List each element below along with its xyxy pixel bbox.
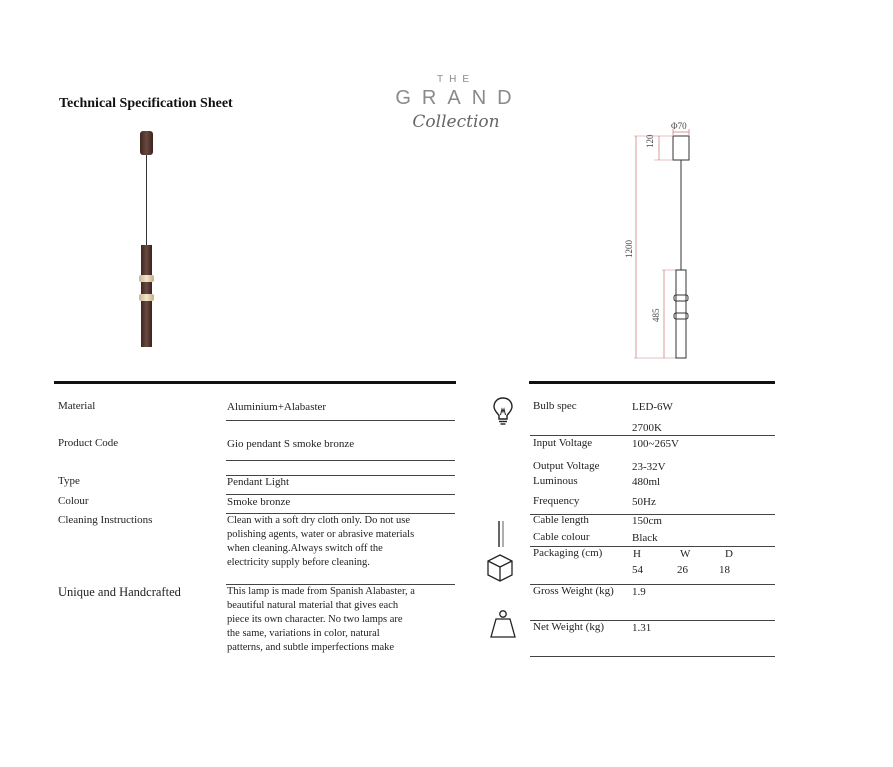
gross-weight-label: Gross Weight (kg) bbox=[533, 585, 614, 597]
product-body-top bbox=[141, 245, 152, 275]
dim-body-height: 485 bbox=[651, 308, 661, 322]
cable-colour-value: Black bbox=[632, 532, 658, 544]
input-voltage-label: Input Voltage bbox=[533, 437, 593, 449]
cleaning-line: when cleaning.Always switch off the bbox=[227, 543, 383, 554]
gross-weight-value: 1.9 bbox=[632, 586, 646, 598]
unique-text bbox=[227, 585, 457, 655]
unique-label: Unique and Handcrafted bbox=[58, 585, 181, 599]
type-label: Type bbox=[58, 475, 80, 487]
packaging-w-value: 26 bbox=[677, 564, 688, 576]
net-weight-value: 1.31 bbox=[632, 622, 652, 634]
product-body-bottom bbox=[141, 301, 152, 347]
packaging-d-value: 18 bbox=[719, 564, 730, 576]
unique-line: piece its own character. No two lamps are bbox=[227, 614, 403, 625]
bulb-value: LED-6W bbox=[632, 401, 673, 413]
material-label: Material bbox=[58, 400, 96, 412]
packaging-w-label: W bbox=[680, 548, 691, 560]
net-weight-label: Net Weight (kg) bbox=[533, 621, 605, 633]
cable-icon bbox=[495, 519, 507, 549]
product-canopy bbox=[140, 131, 153, 155]
cleaning-label: Cleaning Instructions bbox=[58, 514, 153, 526]
type-value: Pendant Light bbox=[227, 476, 290, 488]
cleaning-line: Clean with a soft dry cloth only. Do not use bbox=[227, 515, 411, 526]
packaging-label: Packaging (cm) bbox=[533, 547, 603, 559]
right-table-top-rule bbox=[529, 381, 775, 384]
weight-icon bbox=[488, 608, 518, 640]
packaging-h-label: H bbox=[633, 548, 641, 560]
dim-diameter: Φ70 bbox=[671, 121, 687, 131]
product-code-value: Gio pendant S smoke bronze bbox=[227, 438, 355, 450]
page-title: Technical Specification Sheet bbox=[59, 96, 233, 111]
unique-line: This lamp is made from Spanish Alabaster, a bbox=[227, 586, 415, 597]
product-body-mid bbox=[141, 282, 152, 295]
unique-line: patterns, and subtle imperfections make bbox=[227, 642, 395, 653]
bulb-label: Bulb spec bbox=[533, 400, 577, 412]
row-divider bbox=[226, 420, 455, 421]
input-voltage-value: 100~265V bbox=[632, 438, 679, 450]
luminous-value: 480ml bbox=[632, 476, 661, 488]
box-icon bbox=[485, 552, 515, 584]
cleaning-text bbox=[227, 514, 457, 570]
product-code-label: Product Code bbox=[58, 437, 119, 449]
brand-grand: GRAND bbox=[395, 87, 523, 109]
bulb-icon bbox=[492, 396, 514, 428]
output-voltage-value: 23-32V bbox=[632, 461, 666, 473]
colour-label: Colour bbox=[58, 495, 89, 507]
unique-line: the same, variations in color, natural bbox=[227, 628, 380, 639]
dim-canopy-height: 120 bbox=[645, 134, 655, 148]
cleaning-line: polishing agents, water or abrasive materials bbox=[227, 529, 415, 540]
frequency-value: 50Hz bbox=[632, 496, 656, 508]
packaging-d-label: D bbox=[725, 548, 733, 560]
cable-length-label: Cable length bbox=[533, 514, 589, 526]
dim-total-height: 1200 bbox=[624, 240, 634, 258]
cable-length-value: 150cm bbox=[632, 515, 662, 527]
row-divider bbox=[530, 435, 775, 436]
product-image bbox=[120, 128, 180, 350]
frequency-label: Frequency bbox=[533, 495, 580, 507]
colour-value: Smoke bronze bbox=[227, 496, 291, 508]
product-alabaster-ring-1 bbox=[139, 275, 154, 282]
material-value: Aluminium+Alabaster bbox=[227, 401, 327, 413]
row-divider bbox=[226, 460, 455, 461]
row-divider bbox=[530, 656, 775, 657]
product-alabaster-ring-2 bbox=[139, 294, 154, 301]
cable-colour-label: Cable colour bbox=[533, 531, 590, 543]
brand-collection: Collection bbox=[412, 112, 500, 132]
brand-the: THE bbox=[437, 74, 475, 85]
output-voltage-label: Output Voltage bbox=[533, 460, 600, 472]
left-table-top-rule bbox=[54, 381, 456, 384]
bulb-temp: 2700K bbox=[632, 422, 662, 434]
packaging-h-value: 54 bbox=[632, 564, 643, 576]
unique-line: beautiful natural material that gives each bbox=[227, 600, 399, 611]
cleaning-line: electricity supply before cleaning. bbox=[227, 557, 370, 568]
luminous-label: Luminous bbox=[533, 475, 578, 487]
